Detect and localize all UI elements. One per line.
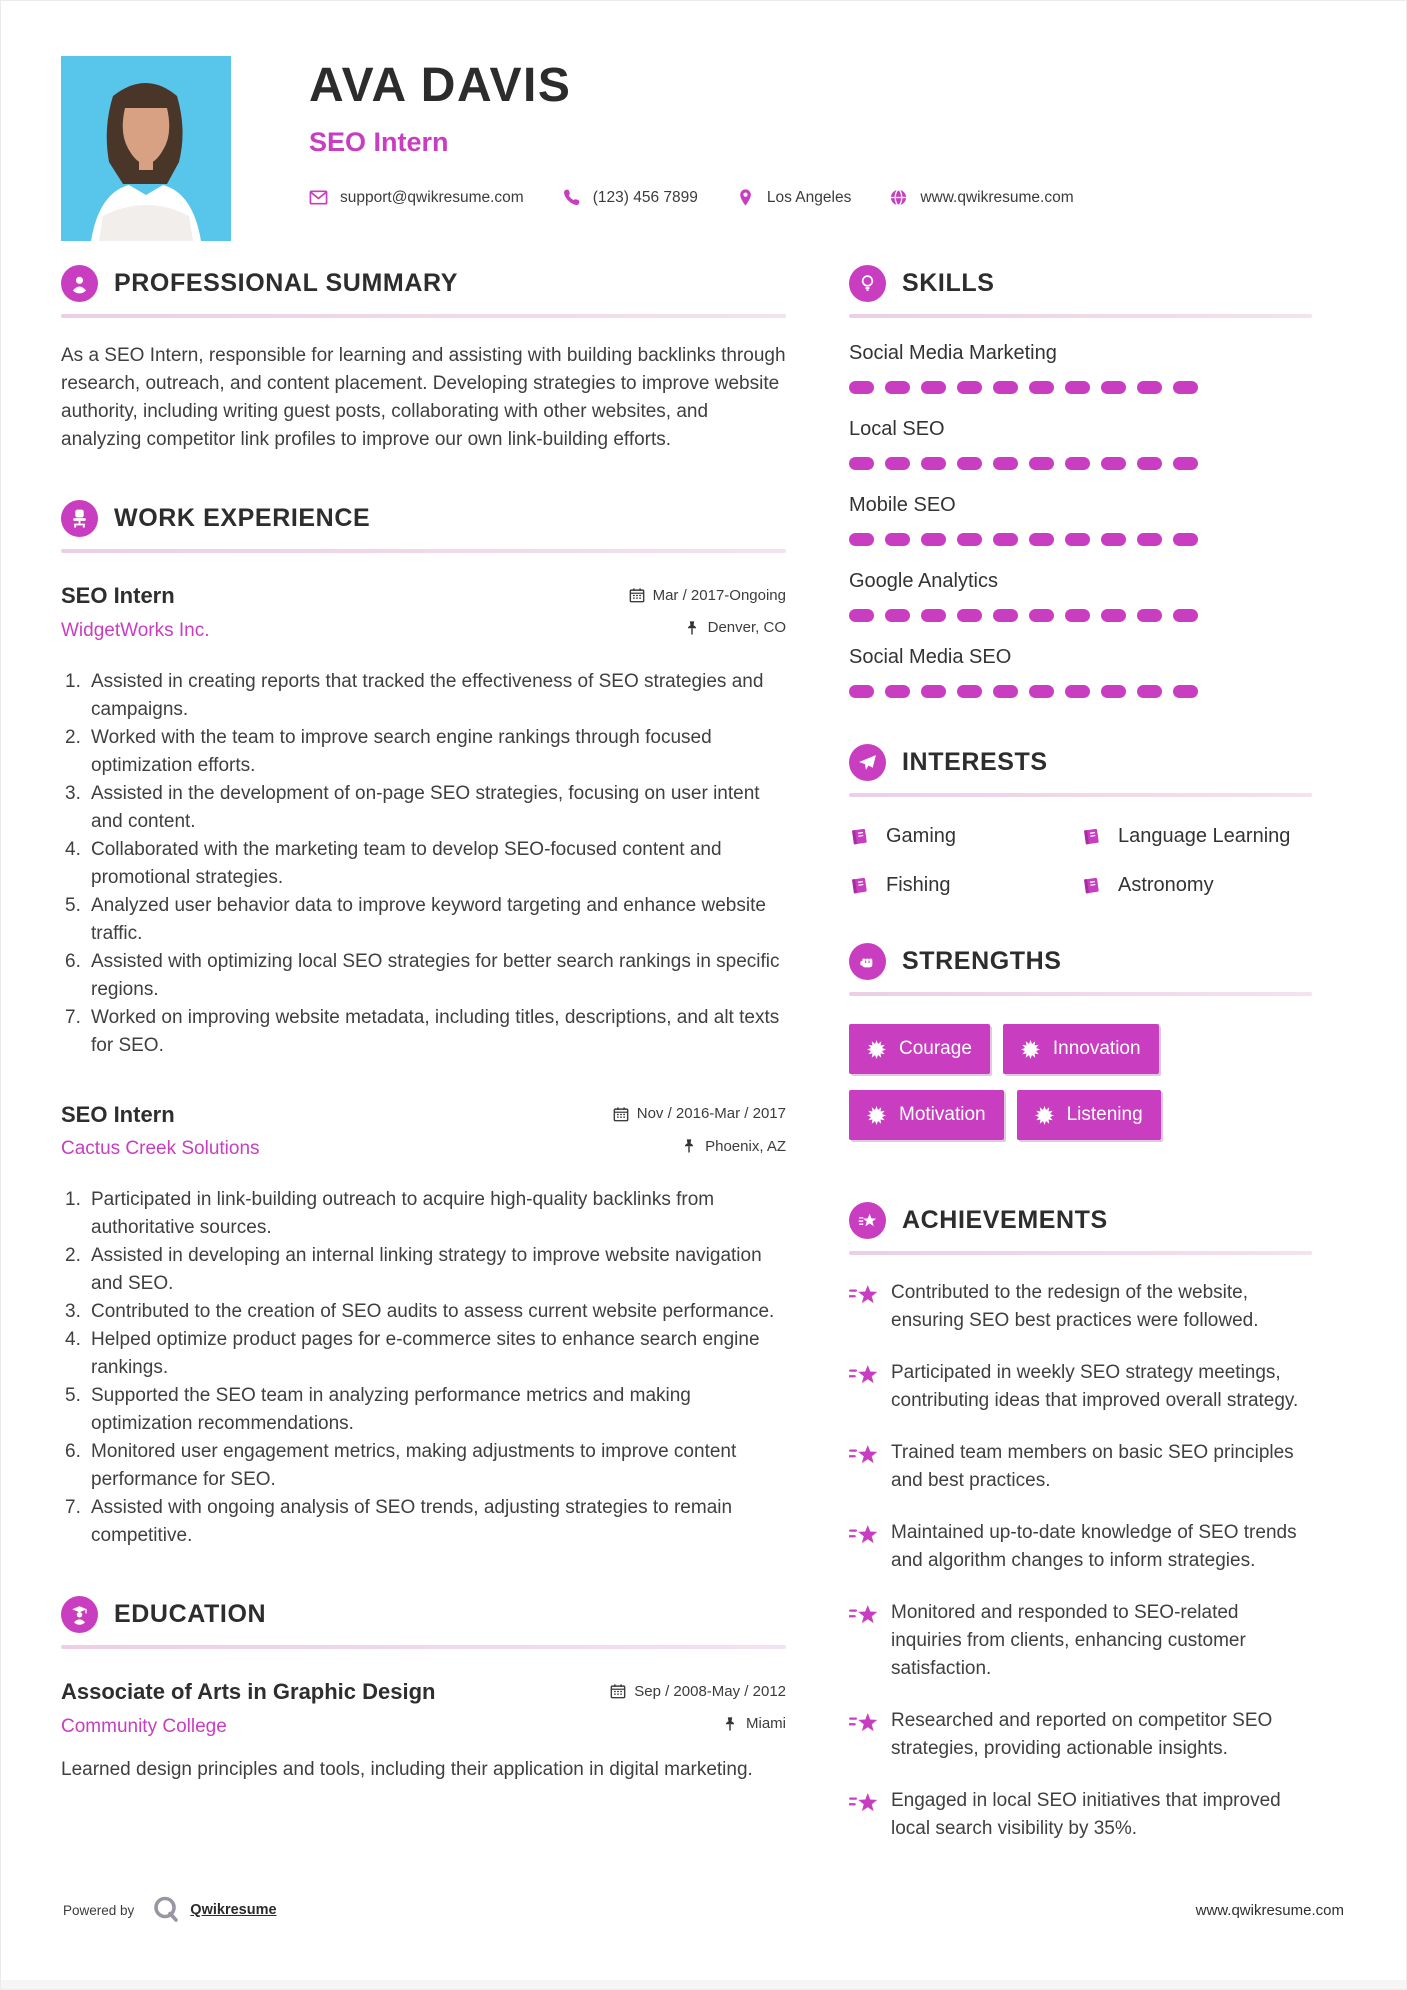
job-bullet: Supported the SEO team in analyzing performance metrics and making optimization recommendations.	[91, 1385, 691, 1434]
achievements-section-header	[849, 1202, 1312, 1239]
strength-label: Courage	[899, 1038, 972, 1059]
job-bullet-list	[61, 668, 786, 1060]
interest-item	[849, 825, 1081, 848]
contact-email-text: support@qwikresume.com	[340, 188, 524, 206]
education-degree: Associate of Arts in Graphic Design	[61, 1679, 436, 1704]
job-entry	[61, 1102, 786, 1551]
achievement-text: Maintained up-to-date knowledge of SEO trends and algorithm changes to inform strategies.	[891, 1522, 1297, 1571]
skill-label: Google Analytics	[849, 570, 998, 592]
paper-plane-icon	[849, 744, 886, 781]
powered-by-label: Powered by	[63, 1902, 135, 1918]
job-date	[613, 1105, 786, 1122]
achievement-text: Engaged in local SEO initiatives that improved local search visibility by 35%.	[891, 1790, 1281, 1839]
shooting-star-icon	[849, 1282, 879, 1308]
qwikresume-logo-icon	[150, 1894, 182, 1926]
skill-rating-bar	[849, 457, 1312, 470]
strength-badges	[849, 1024, 1312, 1156]
starburst-icon	[867, 1040, 886, 1059]
skill-rating-bar	[849, 609, 1312, 622]
interest-item	[1081, 874, 1312, 897]
work-section-header	[61, 500, 786, 537]
education-location-text: Miami	[746, 1715, 786, 1732]
section-strengths	[849, 943, 1312, 1156]
calendar-icon	[613, 1106, 629, 1122]
interest-label: Language Learning	[1118, 825, 1291, 847]
job-company: WidgetWorks Inc.	[61, 619, 210, 641]
job-company: Cactus Creek Solutions	[61, 1138, 260, 1159]
job-entry	[61, 583, 786, 1060]
section-achievements	[849, 1202, 1312, 1843]
job-bullet: Analyzed user behavior data to improve keyword targeting and enhance website traffic.	[91, 894, 766, 944]
job-bullet: Worked with the team to improve search engine rankings through focused optimization efforts.	[91, 726, 712, 776]
pushpin-icon	[684, 620, 700, 636]
job-role: SEO Intern	[61, 583, 175, 608]
achievement-text: Researched and reported on competitor SEO strategies, providing actionable insights.	[891, 1710, 1273, 1759]
interests-section-header	[849, 744, 1312, 781]
strength-label: Motivation	[899, 1104, 986, 1125]
achievement-item	[849, 1519, 1312, 1575]
skill-label: Social Media SEO	[849, 646, 1012, 668]
strength-label: Listening	[1066, 1104, 1143, 1125]
star-circle-icon	[849, 1202, 886, 1239]
shooting-star-icon	[849, 1362, 879, 1388]
interest-label: Gaming	[886, 825, 957, 847]
shooting-star-icon	[849, 1442, 879, 1468]
job-location-text: Denver, CO	[707, 619, 786, 636]
section-professional-summary	[61, 265, 786, 454]
profile-photo	[61, 56, 231, 241]
section-work-experience	[61, 500, 786, 1550]
skills-section-title: SKILLS	[902, 269, 995, 297]
starburst-icon	[1021, 1040, 1040, 1059]
section-interests	[849, 744, 1312, 897]
skill-item	[849, 418, 1312, 470]
skill-item	[849, 494, 1312, 546]
footer-website-link[interactable]: www.qwikresume.com	[1195, 1901, 1344, 1919]
skill-rating-bar	[849, 685, 1312, 698]
shooting-star-icon	[849, 1602, 879, 1628]
map-pin-icon	[736, 188, 755, 207]
person-name: AVA DAVIS	[309, 59, 572, 112]
job-bullet: Assisted in creating reports that tracked the effectiveness of SEO strategies and campaigns.	[91, 670, 764, 720]
section-divider	[61, 1645, 786, 1649]
job-bullet: Assisted in developing an internal linking strategy to improve website navigation and SEO.	[91, 1245, 762, 1294]
office-chair-icon	[61, 500, 98, 537]
achievement-text: Contributed to the redesign of the website, ensuring SEO best practices were followed.	[891, 1282, 1259, 1331]
skill-item	[849, 646, 1312, 698]
interests-section-title: INTERESTS	[902, 748, 1048, 776]
section-divider	[849, 314, 1312, 318]
envelope-icon	[309, 188, 328, 207]
book-icon	[1081, 875, 1103, 897]
person-job-title: SEO Intern	[309, 127, 449, 157]
job-bullet: Assisted in the development of on-page SEO strategies, focusing on user intent and content.	[91, 782, 760, 832]
person-icon	[61, 265, 98, 302]
job-bullet: Collaborated with the marketing team to develop SEO-focused content and promotional strategies.	[91, 838, 722, 888]
job-date-text: Mar / 2017-Ongoing	[652, 586, 786, 604]
pushpin-icon	[722, 1716, 738, 1732]
strength-badge	[1017, 1090, 1161, 1140]
header-text	[309, 56, 1112, 241]
work-section-title: WORK EXPERIENCE	[114, 504, 371, 532]
job-bullet: Worked on improving website metadata, including titles, descriptions, and alt texts for SEO.	[91, 1006, 780, 1056]
skills-section-header	[849, 265, 1312, 302]
globe-icon	[889, 188, 908, 207]
book-icon	[849, 826, 871, 848]
left-column	[61, 265, 786, 1784]
strength-badge	[849, 1090, 1004, 1140]
job-date-text: Nov / 2016-Mar / 2017	[636, 1105, 786, 1122]
shooting-star-icon	[849, 1790, 879, 1816]
interests-grid	[849, 825, 1312, 897]
starburst-icon	[1035, 1106, 1054, 1125]
starburst-icon	[867, 1106, 886, 1125]
fist-icon	[849, 943, 886, 980]
skill-item	[849, 342, 1312, 394]
skill-label: Social Media Marketing	[849, 342, 1057, 364]
job-date	[629, 587, 786, 604]
education-school: Community College	[61, 1715, 227, 1737]
footer	[1, 1894, 1406, 1926]
contact-website-text: www.qwikresume.com	[920, 188, 1074, 206]
book-icon	[849, 875, 871, 897]
achievements-section-title: ACHIEVEMENTS	[902, 1206, 1108, 1234]
lightbulb-icon	[849, 265, 886, 302]
achievement-item	[849, 1279, 1312, 1335]
job-bullet: Monitored user engagement metrics, making adjustments to improve content performance for SEO.	[91, 1441, 737, 1490]
interest-label: Fishing	[886, 874, 951, 896]
education-date	[610, 1683, 786, 1700]
contact-phone	[562, 188, 698, 207]
job-role: SEO Intern	[61, 1101, 175, 1127]
job-bullet: Assisted with optimizing local SEO strategies for better search rankings in specific regions.	[91, 950, 780, 1000]
job-location	[684, 619, 786, 636]
contact-website[interactable]	[889, 188, 1073, 207]
contact-location-text: Los Angeles	[766, 188, 852, 206]
header	[1, 1, 1406, 241]
summary-section-header	[61, 265, 786, 302]
achievement-item	[849, 1787, 1312, 1843]
education-entry	[61, 1679, 786, 1784]
education-section-title: EDUCATION	[114, 1600, 267, 1628]
job-bullet: Helped optimize product pages for e-commerce sites to enhance search engine rankings.	[91, 1329, 760, 1378]
book-icon	[1081, 826, 1103, 848]
graduate-icon	[61, 1596, 98, 1633]
achievement-item	[849, 1359, 1312, 1415]
strength-label: Innovation	[1052, 1038, 1141, 1059]
shooting-star-icon	[849, 1710, 879, 1736]
phone-icon	[562, 188, 581, 207]
calendar-icon	[610, 1683, 626, 1699]
section-education	[61, 1596, 786, 1784]
education-date-text: Sep / 2008-May / 2012	[634, 1682, 786, 1700]
section-skills	[849, 265, 1312, 698]
strengths-section-header	[849, 943, 1312, 980]
job-bullet-list	[61, 1186, 786, 1550]
interest-item	[1081, 825, 1312, 848]
skill-item	[849, 570, 1312, 622]
interest-item	[849, 874, 1081, 897]
profile-photo-illustration	[61, 56, 231, 241]
achievement-item	[849, 1707, 1312, 1763]
contact-location	[736, 188, 851, 207]
section-divider	[849, 1251, 1312, 1255]
skill-rating-bar	[849, 533, 1312, 546]
strengths-section-title: STRENGTHS	[902, 947, 1062, 975]
skill-label: Local SEO	[849, 418, 945, 440]
section-divider	[849, 992, 1312, 996]
summary-section-title: PROFESSIONAL SUMMARY	[114, 269, 458, 297]
contact-phone-text: (123) 456 7899	[592, 188, 698, 206]
page-bottom-edge	[1, 1980, 1406, 1989]
strength-badge	[849, 1024, 990, 1074]
interest-label: Astronomy	[1118, 874, 1214, 896]
achievement-item	[849, 1599, 1312, 1683]
education-section-header	[61, 1596, 786, 1633]
right-column	[849, 265, 1312, 1843]
job-bullet: Assisted with ongoing analysis of SEO trends, adjusting strategies to remain competitive.	[91, 1497, 733, 1546]
shooting-star-icon	[849, 1522, 879, 1548]
calendar-icon	[629, 587, 645, 603]
job-location-text: Phoenix, AZ	[705, 1137, 786, 1155]
strength-badge	[1003, 1024, 1159, 1074]
contact-row	[309, 188, 1112, 207]
education-location	[722, 1715, 786, 1732]
skill-rating-bar	[849, 381, 1312, 394]
pushpin-icon	[681, 1138, 697, 1154]
job-location	[681, 1138, 786, 1155]
qwikresume-brand-link[interactable]: Qwikresume	[190, 1902, 277, 1918]
achievement-text: Monitored and responded to SEO-related inquiries from clients, enhancing customer satisfaction.	[891, 1602, 1246, 1679]
skill-label: Mobile SEO	[849, 494, 956, 516]
education-description: Learned design principles and tools, including their application in digital marketing.	[61, 1758, 753, 1780]
achievement-text: Participated in weekly SEO strategy meetings, contributing ideas that improved overall strategy.	[891, 1362, 1299, 1411]
achievement-item	[849, 1439, 1312, 1495]
summary-text: As a SEO Intern, responsible for learning and assisting with building backlinks through research, outreach, and content placement. Developing strategies to improve website authority, including writing guest posts, collaborating with other websites, and analyzing competitor link profiles to improve our own link-building efforts.	[61, 345, 786, 450]
contact-email[interactable]	[309, 188, 524, 207]
job-bullet: Participated in link-building outreach to acquire high-quality backlinks from authoritative sources.	[91, 1189, 715, 1238]
section-divider	[61, 549, 786, 553]
section-divider	[61, 314, 786, 318]
job-bullet: Contributed to the creation of SEO audits to assess current website performance.	[91, 1301, 775, 1322]
section-divider	[849, 793, 1312, 797]
content-columns	[1, 265, 1406, 1843]
achievement-text: Trained team members on basic SEO principles and best practices.	[891, 1442, 1294, 1491]
